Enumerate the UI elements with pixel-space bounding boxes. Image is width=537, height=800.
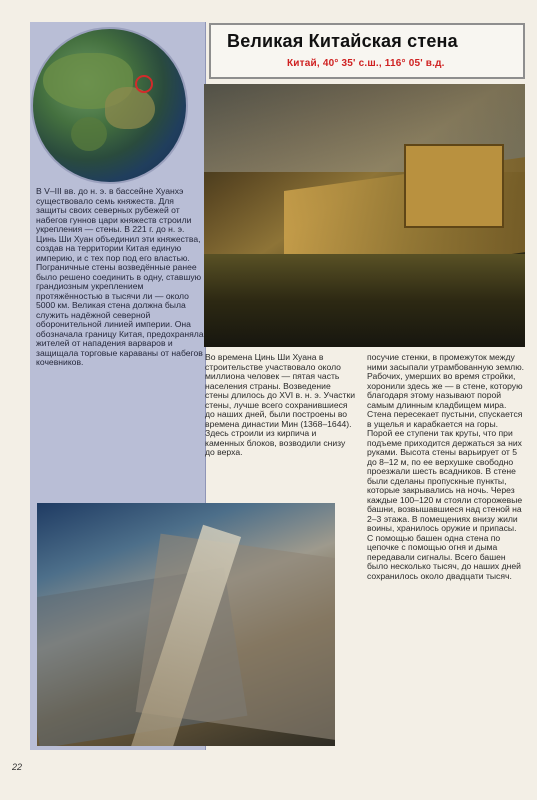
landmass-shape — [71, 117, 107, 151]
location-marker-icon — [135, 75, 153, 93]
page-title: Великая Китайская стена — [227, 31, 458, 51]
landmass-shape — [105, 87, 155, 129]
column-2-paragraph: Во времена Цинь Ши Хуана в строительстве участвовало около миллиона человек — пятая часть населения страны. Возведение стены длилось до XVI в. н. э. Участки стены, лучше всего сохранившиеся до наших дней, были построены во времена династии Мин (1368–1644). Здесь строили из кирпича и каменных блоков, возводили снизу до верха. — [205, 353, 356, 457]
watch-tower-image — [404, 144, 504, 228]
title-box — [209, 23, 525, 79]
article-column-3 — [367, 353, 525, 745]
column-3-paragraph: посучие стенки, в промежуток между ними засыпали утрамбованную землю. Рабочих, умерших во время стройки, хоронили здесь же — в стене, которую благодаря этому называют порой самым длинным кладбищем мира. Стена пересекает пустыни, спускается в ущелья и карабкается на горы. Порой ее ступени так круты, что при подъеме приходится держаться за них руками. Высота стены варьирует от 5 до 8–12 м, по ее верхушке свободно проезжали шесть всадников. В стене были сделаны пропускные пункты, которые закрывались на ночь. Через каждые 100–120 м стояли сторожевые башни, возвышавшиеся над стеной на 2–3 этажа. В помещениях внизу жили воины, хранилось оружие и припасы. С помощью башен одна стена по цепочке с помощью огня и дыма передавали сигналы. Всего башен было несколько тысяч, до наших дней сохранилось около двадцати тысяч. — [367, 353, 525, 581]
location-coordinates: Китай, 40° 35' с.ш., 116° 05' в.д. — [287, 58, 445, 69]
article-column-2 — [205, 353, 356, 499]
photo-ground — [204, 254, 525, 347]
great-wall-photo-bottom — [37, 503, 335, 746]
great-wall-photo-top — [204, 84, 525, 347]
sidebar-article-text — [36, 187, 205, 498]
globe-map-image — [31, 27, 188, 184]
page-number: 22 — [12, 762, 23, 772]
sidebar-paragraph: В V–III вв. до н. э. в бассейне Хуанхэ существовало семь княжеств. Для защиты своих северных рубежей от набегов гуннов цари княжеств строили укрепления — стены. В 221 г. до н. э. Цинь Ши Хуан объединил эти княжества, создав на территории Китая единую империю, и с тех пор под его властью. Пограничные стены возведённые ранее было решено соединить в одну, ставшую грандиозным укреплением протяжённостью в тысячи ли — около 5000 км. Великая стена должна была служить надёжной северной оборонительной линией империи. Она обозначала границу Китая, предохраняла жителей от нападения варваров и защищала торговые караваны от набегов кочевников. — [36, 187, 204, 367]
